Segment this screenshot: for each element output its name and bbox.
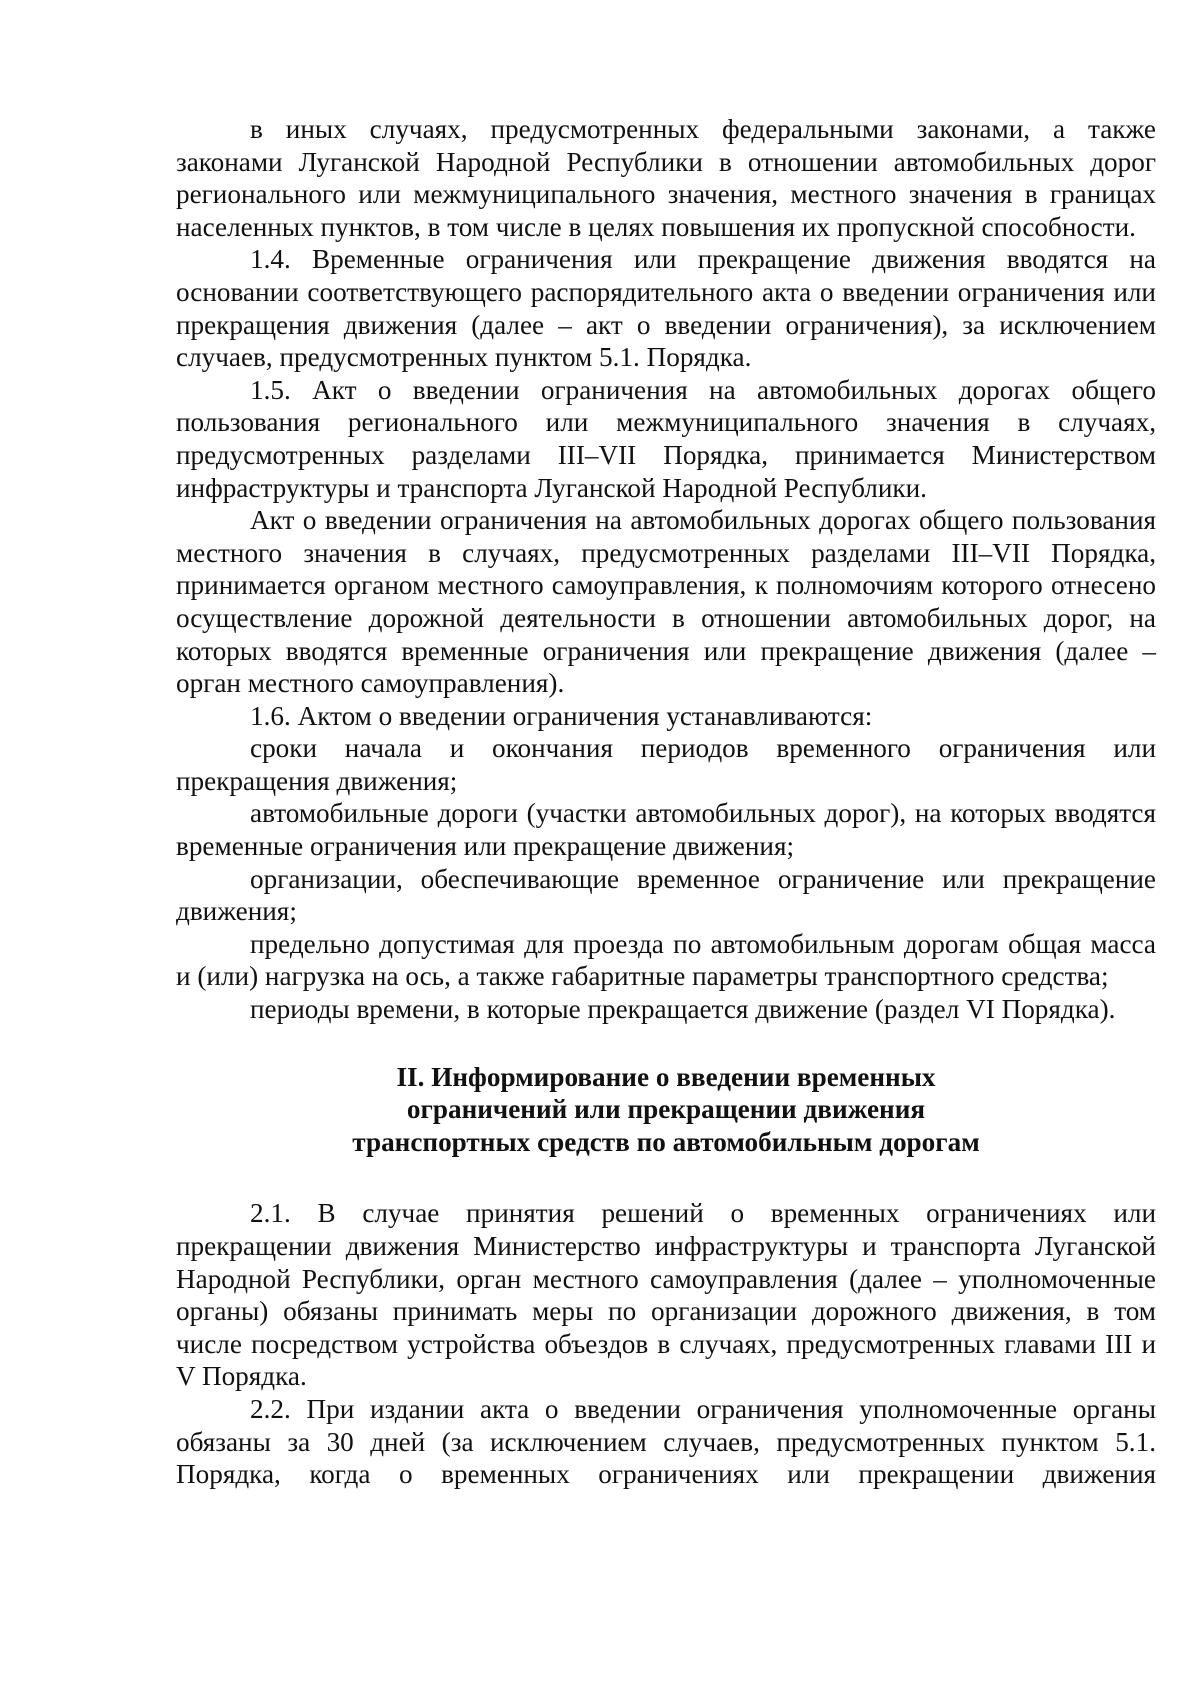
- section-heading-line: транспортных средств по автомобильным дорогам: [352, 1126, 980, 1157]
- list-item: организации, обеспечивающие временное ограничение или прекращение движения;: [176, 863, 1156, 927]
- paragraph-2-1: 2.1. В случае принятия решений о временных ограничениях или прекращении движения Министерство инфраструктуры и транспорта Луганской Народной Республики, орган местного самоуправления (далее – уполномоченные органы) обязаны принимать меры по организации дорожного движения, в том числе посредством устройства объездов в случаях, предусмотренных главами III и V Порядка.: [176, 1198, 1156, 1392]
- section-heading: [176, 1061, 1156, 1159]
- list-item: периоды времени, в которые прекращается движение (раздел VI Порядка).: [250, 994, 1116, 1025]
- section-heading-line: II. Информирование о введении временных: [396, 1061, 936, 1092]
- paragraph-1-4: 1.4. Временные ограничения или прекращение движения вводятся на основании соответствующего распорядительного акта о введении ограничения или прекращения движения (далее – акт о введении ограничения), за исключением случаев, предусмотренных пунктом 5.1. Порядка.: [176, 244, 1156, 373]
- list-item: предельно допустимая для проезда по автомобильным дорогам общая масса и (или) нагрузка на ось, а также габаритные параметры транспортного средства;: [176, 928, 1156, 992]
- paragraph-1-6: 1.6. Актом о введении ограничения устанавливаются:: [250, 700, 873, 731]
- paragraph: Акт о введении ограничения на автомобильных дорогах общего пользования местного значения в случаях, предусмотренных разделами III–VII Порядка, принимается органом местного самоуправления, к полномочиям которого отнесено осуществление дорожной деятельности в отношении автомобильных дорог, на которых вводятся временные ограничения или прекращение движения (далее – орган местного самоуправления).: [176, 505, 1156, 699]
- paragraph-1-5: 1.5. Акт о введении ограничения на автомобильных дорогах общего пользования регионального или межмуниципального значения в случаях, предусмотренных разделами III–VII Порядка, принимается Министерством инфраструктуры и транспорта Луганской Народной Республики.: [176, 374, 1156, 503]
- document-body: [176, 113, 1156, 1491]
- section-heading-line: ограничений или прекращении движения: [406, 1094, 926, 1125]
- paragraph-2-2: 2.2. При издании акта о введении ограничения уполномоченные органы обязаны за 30 дней (за исключением случаев, предусмотренных пунктом 5.1. Порядка, когда о временных ограничениях или прекращении движения: [176, 1393, 1156, 1490]
- list-item: сроки начала и окончания периодов временного ограничения или прекращения движения;: [176, 733, 1156, 796]
- list-item: автомобильные дороги (участки автомобильных дорог), на которых вводятся временные ограничения или прекращение движения;: [176, 798, 1156, 862]
- paragraph: в иных случаях, предусмотренных федеральными законами, а также законами Луганской Народной Республики в отношении автомобильных дорог регионального или межмуниципального значения, местного значения в границах населенных пунктов, в том числе в целях повышения их пропускной способности.: [176, 114, 1156, 242]
